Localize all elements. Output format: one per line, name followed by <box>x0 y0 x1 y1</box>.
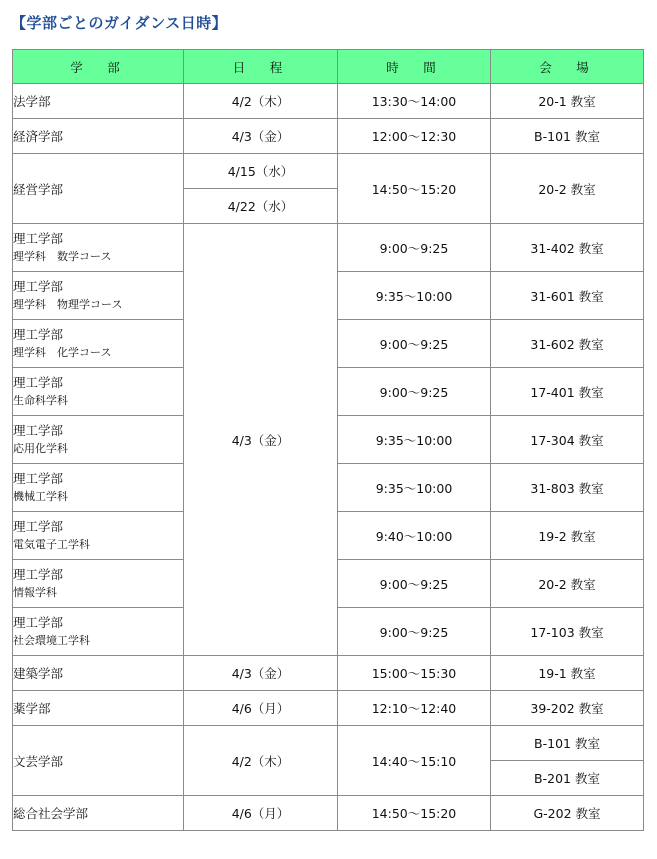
venue-cell: B-101 教室 <box>491 119 644 154</box>
dept-cell <box>13 368 184 416</box>
dept-name: 理工学部 <box>13 614 64 630</box>
time-cell: 9:00〜9:25 <box>338 560 491 608</box>
header-date: 日 程 <box>184 50 338 84</box>
dept-cell <box>13 512 184 560</box>
time-cell: 15:00〜15:30 <box>338 656 491 691</box>
dept-name: 理工学部 <box>13 518 64 534</box>
venue-cell: G-202 教室 <box>491 796 644 831</box>
header-venue: 会 場 <box>491 50 644 84</box>
time-cell: 14:50〜15:20 <box>338 154 491 224</box>
dept-name: 理工学部 <box>13 470 64 486</box>
venue-cell: 17-103 教室 <box>491 608 644 656</box>
dept-subname: 情報学科 <box>13 585 57 599</box>
date-cell: 4/6（月） <box>184 796 338 831</box>
venue-cell: 17-304 教室 <box>491 416 644 464</box>
dept-subname: 機械工学科 <box>13 489 68 503</box>
date-cell: 4/15（水） <box>184 154 338 189</box>
header-time: 時 間 <box>338 50 491 84</box>
time-cell: 9:35〜10:00 <box>338 416 491 464</box>
table-row <box>13 656 644 691</box>
time-cell: 14:40〜15:10 <box>338 726 491 796</box>
dept-name: 理工学部 <box>13 230 64 246</box>
date-cell: 4/3（金） <box>184 224 338 656</box>
dept-subname: 理学科 物理学コース <box>13 297 123 311</box>
venue-cell: 31-601 教室 <box>491 272 644 320</box>
venue-cell: 20-1 教室 <box>491 84 644 119</box>
dept-cell <box>13 320 184 368</box>
date-cell: 4/3（金） <box>184 119 338 154</box>
dept-subname: 理学科 数学コース <box>13 249 112 263</box>
time-cell: 9:00〜9:25 <box>338 608 491 656</box>
dept-cell: 建築学部 <box>13 656 184 691</box>
date-cell: 4/3（金） <box>184 656 338 691</box>
venue-cell: B-201 教室 <box>491 761 644 796</box>
venue-cell: 20-2 教室 <box>491 154 644 224</box>
dept-subname: 応用化学科 <box>13 441 68 455</box>
time-cell: 12:00〜12:30 <box>338 119 491 154</box>
dept-cell: 薬学部 <box>13 691 184 726</box>
table-row <box>13 119 644 154</box>
table-row <box>13 691 644 726</box>
dept-cell: 経営学部 <box>13 154 184 224</box>
dept-subname: 電気電子工学科 <box>13 537 90 551</box>
dept-subname: 生命科学科 <box>13 393 68 407</box>
guidance-schedule-table <box>12 49 644 831</box>
time-cell: 9:00〜9:25 <box>338 368 491 416</box>
venue-cell: 19-2 教室 <box>491 512 644 560</box>
venue-cell: 31-803 教室 <box>491 464 644 512</box>
dept-name: 理工学部 <box>13 422 64 438</box>
dept-cell <box>13 416 184 464</box>
table-row <box>13 796 644 831</box>
dept-cell: 経済学部 <box>13 119 184 154</box>
venue-cell: B-101 教室 <box>491 726 644 761</box>
dept-cell <box>13 608 184 656</box>
time-cell: 9:00〜9:25 <box>338 224 491 272</box>
dept-subname: 社会環境工学科 <box>13 633 90 647</box>
dept-name: 理工学部 <box>13 374 64 390</box>
time-cell: 9:35〜10:00 <box>338 272 491 320</box>
dept-cell: 法学部 <box>13 84 184 119</box>
dept-name: 理工学部 <box>13 278 64 294</box>
header-department: 学 部 <box>13 50 184 84</box>
time-cell: 9:40〜10:00 <box>338 512 491 560</box>
time-cell: 9:35〜10:00 <box>338 464 491 512</box>
venue-cell: 19-1 教室 <box>491 656 644 691</box>
dept-name: 理工学部 <box>13 326 64 342</box>
dept-cell <box>13 464 184 512</box>
time-cell: 13:30〜14:00 <box>338 84 491 119</box>
dept-cell <box>13 224 184 272</box>
time-cell: 9:00〜9:25 <box>338 320 491 368</box>
dept-name: 理工学部 <box>13 566 64 582</box>
date-cell: 4/2（木） <box>184 84 338 119</box>
table-header-row <box>13 50 644 84</box>
dept-cell <box>13 272 184 320</box>
page-title: 【学部ごとのガイダンス日時】 <box>11 14 228 32</box>
venue-cell: 31-402 教室 <box>491 224 644 272</box>
time-cell: 12:10〜12:40 <box>338 691 491 726</box>
date-cell: 4/22（水） <box>184 189 338 224</box>
dept-cell: 総合社会学部 <box>13 796 184 831</box>
date-cell: 4/2（木） <box>184 726 338 796</box>
table-row <box>13 84 644 119</box>
date-cell: 4/6（月） <box>184 691 338 726</box>
dept-cell: 文芸学部 <box>13 726 184 796</box>
dept-cell <box>13 560 184 608</box>
time-cell: 14:50〜15:20 <box>338 796 491 831</box>
venue-cell: 17-401 教室 <box>491 368 644 416</box>
table-row <box>13 224 644 272</box>
venue-cell: 39-202 教室 <box>491 691 644 726</box>
venue-cell: 31-602 教室 <box>491 320 644 368</box>
table-row <box>13 726 644 761</box>
table-row <box>13 154 644 189</box>
dept-subname: 理学科 化学コース <box>13 345 112 359</box>
venue-cell: 20-2 教室 <box>491 560 644 608</box>
